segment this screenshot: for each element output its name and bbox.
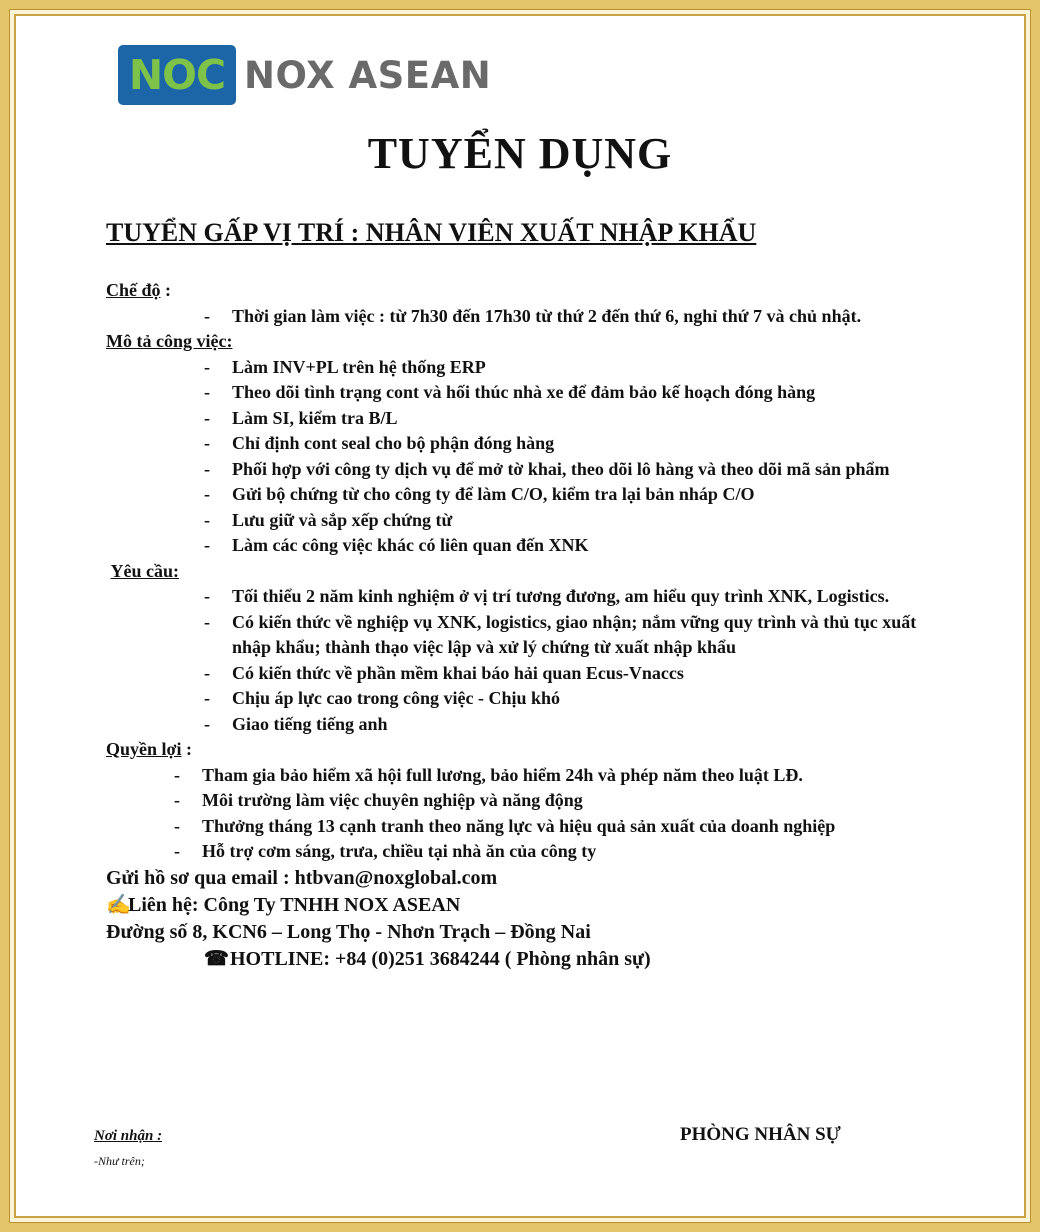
hotline-text: HOTLINE: +84 (0)251 3684244 ( Phòng nhân sự)	[230, 947, 651, 970]
list-item: - Tham gia bảo hiểm xã hội full lương, bảo hiểm 24h và phép năm theo luật LĐ.	[106, 763, 944, 789]
address-line: Đường số 8, KCN6 – Long Thọ - Nhơn Trạch – Đồng Nai	[106, 920, 591, 943]
company-contact-line	[106, 892, 944, 919]
recipient-label: Nơi nhận :	[94, 1128, 163, 1144]
recipient-value: -Như trên;	[94, 1154, 145, 1168]
document-page	[14, 14, 1026, 1218]
mo-ta-list	[106, 355, 944, 559]
section-mo-ta	[106, 329, 944, 559]
list-item: - Có kiến thức về nghiệp vụ XNK, logistics, giao nhận; nắm vững quy trình và thủ tục xuất nhập khẩu; thành thạo việc lập và xử lý chứng từ xuất nhập khẩu	[106, 610, 944, 661]
section-quyen-loi	[106, 737, 944, 865]
list-item: - Làm các công việc khác có liên quan đến XNK	[106, 533, 944, 559]
list-item: - Làm INV+PL trên hệ thống ERP	[106, 355, 944, 381]
section-heading-yeu-cau: Yêu cầu:	[110, 560, 179, 581]
document-body	[106, 278, 944, 973]
section-che-do	[106, 278, 944, 329]
list-item: - Lưu giữ và sắp xếp chứng từ	[106, 508, 944, 534]
section-yeu-cau	[106, 559, 944, 738]
list-item: - Môi trường làm việc chuyên nghiệp và năng động	[106, 788, 944, 814]
heading-suffix: :	[160, 280, 172, 300]
yeu-cau-list	[106, 584, 944, 737]
list-item: - Hỗ trợ cơm sáng, trưa, chiều tại nhà ăn của công ty	[106, 839, 944, 865]
list-item: - Chỉ định cont seal cho bộ phận đóng hàng	[106, 431, 944, 457]
list-item: - Theo dõi tình trạng cont và hối thúc nhà xe để đảm bảo kế hoạch đóng hàng	[106, 380, 944, 406]
section-heading-mo-ta: Mô tả công việc:	[106, 331, 233, 351]
logo-company-name: NOX ASEAN	[244, 53, 492, 97]
list-item: - Gửi bộ chứng từ cho công ty để làm C/O, kiểm tra lại bản nháp C/O	[106, 482, 944, 508]
section-heading-quyen-loi: Quyền lợi	[106, 739, 182, 759]
signature-department: PHÒNG NHÂN SỰ	[680, 1124, 841, 1145]
position-title: TUYỂN GẤP VỊ TRÍ : NHÂN VIÊN XUẤT NHẬP KHẨU	[106, 218, 757, 247]
frame-inner	[9, 9, 1031, 1223]
che-do-list	[106, 304, 944, 330]
writing-hand-icon: ✍	[106, 893, 131, 916]
quyen-loi-list	[106, 763, 944, 865]
logo-mark-text: NOC	[128, 51, 226, 99]
heading-suffix: :	[181, 739, 192, 759]
email-line: Gửi hồ sơ qua email : htbvan@noxglobal.com	[106, 866, 498, 889]
list-item: - Thời gian làm việc : từ 7h30 đến 17h30 từ thứ 2 đến thứ 6, nghỉ thứ 7 và chủ nhật.	[106, 304, 944, 330]
section-heading-che-do: Chế độ	[106, 280, 161, 300]
telephone-icon: ☎	[204, 947, 229, 970]
company-logo	[118, 45, 491, 105]
company-contact-text: Liên hệ: Công Ty TNHH NOX ASEAN	[128, 893, 461, 916]
list-item: - Thưởng tháng 13 cạnh tranh theo năng lực và hiệu quả sản xuất của doanh nghiệp	[106, 814, 944, 840]
list-item: - Phối hợp với công ty dịch vụ để mở tờ khai, theo dõi lô hàng và theo dõi mã sản phẩm	[106, 457, 944, 483]
hotline-line	[106, 946, 944, 973]
list-item: - Chịu áp lực cao trong công việc - Chịu khó	[106, 686, 944, 712]
list-item: - Có kiến thức về phần mềm khai báo hải quan Ecus-Vnaccs	[106, 661, 944, 687]
list-item: - Làm SI, kiểm tra B/L	[106, 406, 944, 432]
logo-mark	[118, 45, 236, 105]
list-item: - Giao tiếng tiếng anh	[106, 712, 944, 738]
section-heading-wrap	[106, 278, 944, 304]
page-title: TUYỂN DỤNG	[367, 129, 673, 178]
list-item: - Tối thiểu 2 năm kinh nghiệm ở vị trí tương đương, am hiểu quy trình XNK, Logistics.	[106, 584, 944, 610]
